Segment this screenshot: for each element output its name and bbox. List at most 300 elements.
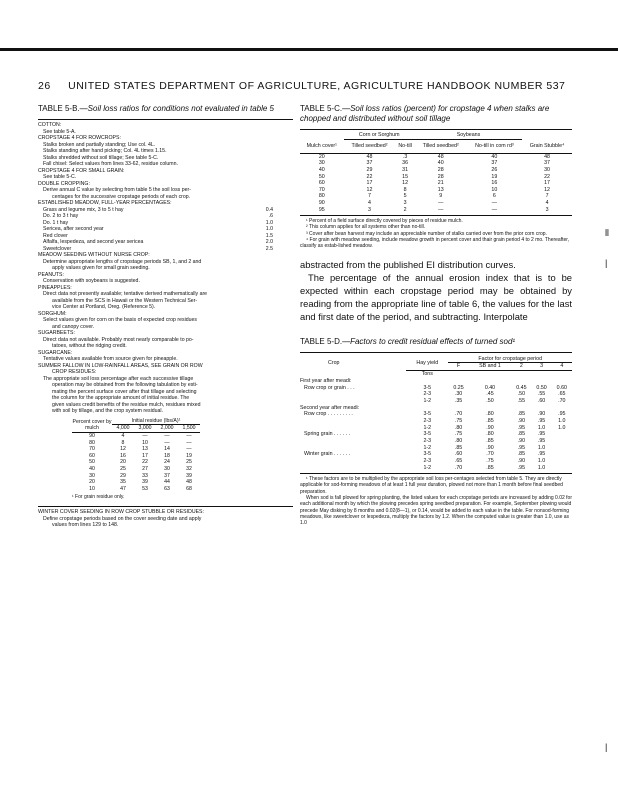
factor-cell: .55	[517, 397, 526, 404]
factor-cell: 0.40	[484, 384, 496, 391]
table-row	[72, 452, 200, 459]
table-row	[300, 200, 572, 207]
entry-heading: PINEAPPLES:	[38, 284, 72, 291]
factor-cell	[552, 451, 572, 458]
value-cell: 14	[164, 446, 170, 453]
value-cell: 10	[142, 439, 148, 446]
table-cell: 3	[368, 206, 371, 213]
factor-cell: .85	[517, 451, 526, 458]
entry-heading: MEADOW SEEDING WITHOUT NURSE CROP:	[38, 252, 150, 258]
winter-cover-heading: WINTER COVER SEEDING IN ROW CROP STUBBLE OR RESIDUES:	[38, 509, 204, 516]
table-row	[300, 173, 572, 180]
factor-cell: .95	[537, 438, 546, 445]
table-5b-title	[38, 104, 293, 114]
factor-cell: .85	[486, 417, 494, 424]
table-cell: 60	[318, 180, 325, 187]
factor-cell: .80	[454, 438, 463, 445]
table-cell: .3	[402, 153, 408, 160]
table-cell: 21	[437, 180, 444, 187]
table-cell: 20	[318, 153, 325, 160]
value-cell: 68	[186, 485, 192, 492]
table-cell: 37	[544, 160, 550, 167]
table-cell: 7	[368, 193, 371, 200]
hay-cell: 3-5	[423, 384, 432, 391]
table-cell: 29	[366, 167, 373, 174]
hay-cell: 1-2	[423, 464, 432, 471]
entry-heading: SORGHUM:	[38, 310, 67, 317]
cover-cell: 20	[89, 479, 95, 486]
table-cell: 13	[437, 186, 444, 193]
table-5c-title	[300, 104, 572, 124]
entry-value: 0.4	[265, 206, 273, 213]
factor-cell: .95	[537, 417, 546, 424]
c-header: Grain Stubble⁴	[522, 139, 572, 153]
entry-value: 1.5	[265, 232, 273, 239]
value-cell: 29	[120, 472, 126, 479]
table-5d	[300, 355, 572, 471]
factor-cell: .95	[517, 464, 526, 471]
entry-text: Red clover	[43, 232, 68, 239]
entry-value: .6	[268, 213, 273, 219]
factor-cell: .90	[486, 424, 494, 431]
body-text	[300, 258, 572, 323]
table-cell: 37	[366, 160, 373, 167]
factor-cell: 1.0	[558, 417, 566, 424]
entry-text: centages for the successive cropstage periods of each crop.	[52, 193, 191, 200]
footnote: ⁴ For grain with meadow seeding, include meadow growth in percent cover and thair grain period 4 to 2 mo. Thereafter, classify as estab-lished meadow.	[300, 236, 570, 250]
top-rule	[0, 48, 618, 51]
entry-text: The appropriate soil loss percentage after each successive tillage	[43, 375, 194, 382]
entry-text: with soil by tillage, and the crop system residual.	[52, 408, 164, 414]
factor-cell	[552, 464, 572, 471]
table-row	[300, 153, 572, 160]
table-5b-label: TABLE 5-B.	[38, 104, 80, 113]
factor-cell: .85	[486, 464, 494, 471]
table-cell: 12	[402, 180, 409, 187]
table-row	[72, 439, 200, 446]
crop-cell	[300, 424, 406, 431]
entry-text: apply values given for small grain seeding.	[52, 265, 150, 271]
table-cell: 95	[318, 206, 325, 213]
table-cell: 19	[491, 173, 498, 180]
table-row	[72, 466, 200, 473]
entry-text: CROP RESIDUES:	[52, 369, 97, 375]
value-cell: 32	[186, 465, 192, 472]
entry-text: available from the SCS in Hawaii or the Western Technical Ser-	[52, 297, 198, 304]
entry-text: Sweetclover	[43, 245, 72, 252]
d-units: Tons	[406, 370, 448, 377]
value-cell: 24	[164, 459, 170, 466]
table-cell: 3	[403, 200, 407, 207]
d-crop-header: Crop	[328, 359, 340, 366]
margin-mark-3: |	[605, 742, 608, 752]
value-cell: 30	[164, 465, 170, 472]
entry-text: Grass and legume mix, 3 to 5 t hay	[43, 206, 124, 213]
table-cell: 17	[366, 180, 373, 187]
entry-heading: CROPSTAGE 4 FOR ROWCROPS:	[38, 135, 121, 141]
table-cell: 48	[544, 153, 550, 160]
c-header: No-till in com rd³	[467, 139, 522, 153]
stage-header: F	[456, 363, 461, 370]
factor-cell: .70	[454, 411, 463, 418]
entry-heading: DOUBLE CROPPING:	[38, 180, 90, 187]
factor-cell: 1.0	[537, 464, 546, 471]
entry-text: operation may be obtained from the following tabulation by esti-	[52, 382, 198, 388]
d-factor-group: Factor for cropstage period	[448, 355, 572, 362]
table-row	[300, 193, 572, 200]
table-5c-label: TABLE 5-C.	[300, 104, 343, 113]
table-cell: 10	[491, 186, 498, 193]
factor-cell: .90	[517, 458, 526, 465]
entry-heading: CROPSTAGE 4 FOR SMALL GRAIN:	[38, 167, 125, 174]
value-cell: 33	[142, 472, 148, 479]
table-cell: 9	[439, 193, 443, 200]
factor-cell: 0.45	[516, 384, 527, 391]
value-cell: —	[164, 432, 170, 439]
entry-text: Fall chisel: Select values from lines 33-62, residue column.	[43, 161, 178, 167]
crop-cell: Winter grain . . . . . .	[304, 451, 351, 458]
table-5d-bottom-rule	[300, 473, 572, 474]
entry-text: Do. 1 t hay	[43, 219, 69, 226]
table-row	[72, 446, 200, 453]
entry-text: tatoes, without the ridging credit.	[52, 343, 127, 349]
entry-text: Select values given for corn on the basis of expected crop residues	[43, 317, 197, 323]
footnote: ³ Cover after bean harvest may include an appreciable number of stalks carried over from the prior corn crop.	[306, 230, 547, 237]
stage-header: SB and 1	[479, 363, 501, 370]
table-5d-title	[300, 337, 572, 347]
factor-cell: .90	[517, 438, 526, 445]
value-cell: —	[164, 439, 170, 446]
entry-value: 2.0	[265, 239, 273, 245]
factor-cell	[552, 431, 572, 438]
table-5c-caption: —Soil loss ratios (percent) for cropstage 4 when stalks are chopped and distributed without soil tillage	[300, 104, 550, 123]
hay-cell: 2-3	[423, 417, 432, 424]
table-row	[300, 206, 572, 213]
footnote: ² This column applies for all systems other than no-till.	[306, 224, 426, 231]
table-row	[72, 459, 200, 466]
crop-cell	[300, 391, 406, 398]
c-header: No-till	[395, 139, 414, 153]
table-5c-notes	[300, 218, 572, 249]
fallow-group-label: Initial residue (lbs/A)¹	[112, 418, 200, 425]
value-cell: 18	[164, 452, 170, 459]
hay-cell: 1-2	[423, 424, 432, 431]
factor-cell: .65	[558, 391, 566, 398]
value-cell: 48	[186, 479, 192, 486]
entry-text: Direct data not available. Probably most nearly comparable to po-	[43, 336, 194, 343]
factor-cell: .85	[454, 444, 463, 451]
factor-cell: 1.0	[537, 444, 546, 451]
margin-mark-1: ⦀	[605, 228, 609, 238]
hay-cell: 3-5	[423, 411, 432, 418]
factor-cell: .85	[517, 431, 526, 438]
hay-cell: 2-3	[423, 458, 432, 465]
footnote: ¹ Percent of a field surface directly covered by pieces of residue mulch.	[306, 217, 463, 224]
factor-cell: .95	[517, 444, 526, 451]
cover-cell: 60	[89, 452, 95, 459]
table-cell: 28	[437, 173, 444, 180]
factor-cell: 0.60	[556, 384, 567, 391]
table-row	[300, 384, 572, 391]
value-cell: 4	[121, 432, 125, 439]
value-cell: 22	[142, 459, 148, 466]
factor-cell	[552, 444, 572, 451]
body-paragraph-2: The percentage of the annual erosion index that is to be expected within each cropstage period may be obtained by reading from the appropriate line of table 6, the values for the last and first date of the period, and subtracting. Interpolate	[300, 272, 572, 323]
table-row	[300, 411, 572, 418]
entry-text: Derive annual C value by selecting from table 5 the soil loss per-	[43, 187, 191, 193]
table-cell: 40	[437, 160, 444, 167]
table-row	[300, 458, 572, 465]
table-cell: 30	[318, 160, 325, 167]
factor-cell: 0.50	[536, 384, 547, 391]
value-cell: 35	[120, 479, 126, 486]
factor-cell	[552, 438, 572, 445]
table-row	[300, 418, 572, 425]
cover-cell: 50	[89, 459, 95, 466]
table-cell: 48	[437, 153, 444, 160]
stage-header: 2	[519, 363, 523, 370]
table-cell: 2	[403, 206, 407, 213]
table-row	[72, 472, 200, 479]
table-cell: 6	[492, 193, 496, 200]
entry-text: mating the percent surface cover after that tillage and selecting	[52, 388, 197, 395]
crop-cell	[300, 438, 406, 445]
table-cell: 4	[545, 200, 549, 207]
factor-cell: .75	[454, 417, 463, 424]
factor-cell: .75	[454, 431, 463, 438]
residue-header: 3,000	[134, 425, 156, 433]
value-cell: 16	[120, 452, 126, 459]
running-title: UNITED STATES DEPARTMENT OF AGRICULTURE, AGRICULTURE HANDBOOK NUMBER 537	[68, 80, 566, 92]
entry-text: Stalks broken and partially standing; Use col. 4L.	[43, 141, 156, 148]
value-cell: 25	[186, 459, 192, 466]
body-paragraph-1: abstracted from the published EI distribution curves.	[300, 259, 516, 271]
factor-cell: .70	[486, 451, 494, 458]
table-cell: 22	[544, 173, 550, 180]
crop-cell	[300, 398, 406, 405]
value-cell: 19	[186, 452, 192, 459]
table-row	[300, 424, 572, 431]
group-corn: Corn or Sorghum	[344, 132, 415, 139]
value-cell: 13	[142, 446, 148, 453]
factor-cell: .95	[537, 451, 546, 458]
entry-text: Tentative values available from source given for pineapple.	[43, 356, 178, 362]
value-cell: 8	[121, 439, 125, 446]
table-cell: 50	[318, 173, 325, 180]
hay-cell: 3-5	[423, 451, 432, 458]
entry-heading: SUMMER FALLOW IN LOW-RAINFALL AREAS, SEE GRAIN OR ROW	[38, 362, 203, 369]
cover-cell: 70	[89, 446, 95, 453]
table-cell: —	[491, 206, 498, 213]
hay-cell: 1-2	[423, 397, 432, 404]
page-number: 26	[38, 80, 51, 92]
entry-heading: COTTON:	[38, 122, 62, 128]
entry-value: 1.0	[265, 219, 273, 226]
entry-text: Stalks shredded without soil tillage; See table 5-C.	[43, 154, 159, 161]
fallow-residue-table	[72, 418, 200, 493]
table-cell: 7	[545, 193, 549, 200]
factor-cell: .50	[517, 391, 526, 398]
section-heading: First year after meadi:	[300, 377, 352, 384]
value-cell: 63	[164, 485, 170, 492]
table-row	[300, 464, 572, 471]
table-cell: 12	[544, 186, 550, 193]
value-cell: 44	[164, 479, 170, 486]
factor-cell: .60	[537, 397, 546, 404]
cover-cell: 10	[89, 485, 95, 492]
table-cell: 48	[366, 153, 373, 160]
table-row	[300, 444, 572, 451]
factor-cell: .90	[537, 411, 546, 418]
entry-text: See table 5-A.	[43, 128, 76, 135]
factor-cell: .55	[537, 391, 546, 398]
stage-header: 3	[540, 363, 544, 370]
running-header	[38, 80, 598, 92]
table-cell: 30	[544, 167, 550, 174]
table-5c-top-rule	[300, 129, 572, 130]
table-cell: 17	[544, 180, 550, 187]
table-row	[300, 398, 572, 405]
table-row	[300, 438, 572, 445]
entry-text: vice Center at Portland, Oreg. (Reference 5).	[52, 304, 156, 310]
table-row	[72, 432, 200, 439]
left-column	[38, 104, 293, 529]
crop-cell	[300, 444, 406, 451]
table-cell: 22	[366, 173, 373, 180]
entry-value: 2.5	[265, 245, 273, 252]
factor-cell: .95	[517, 424, 526, 431]
value-cell: 47	[120, 485, 126, 492]
entry-text: Sericea, after second year	[43, 226, 104, 232]
entry-heading: SUGARCANE:	[38, 349, 73, 356]
table-row	[300, 391, 572, 398]
fallow-col-label: Percent cover by mulch	[72, 418, 112, 431]
crop-cell	[300, 458, 406, 465]
table-row	[300, 187, 572, 194]
table-cell: 80	[318, 193, 325, 200]
value-cell: 39	[142, 479, 148, 486]
value-cell: —	[186, 446, 192, 453]
table-cell: 70	[318, 186, 325, 193]
table-cell: —	[491, 200, 498, 207]
factor-cell: 1.0	[537, 424, 546, 431]
c-header: Tilled seedbed²	[344, 139, 396, 153]
section-heading: Second year after meadi:	[300, 404, 360, 411]
table-cell: 8	[403, 186, 407, 193]
factor-cell: .75	[486, 458, 494, 465]
value-cell: 37	[164, 472, 170, 479]
entry-value: 1.0	[265, 226, 273, 232]
cover-cell: 40	[89, 465, 95, 472]
value-cell: 12	[120, 446, 126, 453]
factor-cell: .80	[486, 411, 494, 418]
hay-cell: 1-2	[423, 444, 432, 451]
entry-heading: ESTABLISHED MEADOW, FULL-YEAR PERCENTAGES:	[38, 200, 172, 206]
entry-text: Conservation with soybeans is suggested.	[43, 278, 140, 284]
table-cell: 15	[402, 173, 409, 180]
crop-cell	[300, 418, 406, 425]
cover-cell: 90	[89, 432, 95, 439]
table-row	[72, 479, 200, 486]
table-cell: 4	[368, 200, 371, 207]
factor-cell: .35	[454, 397, 463, 404]
entry-heading: PEANUTS:	[38, 271, 64, 278]
table-cell: —	[438, 200, 444, 207]
table-row	[300, 160, 572, 167]
table-cell: 40	[491, 153, 498, 160]
entry-text: Determine appropriate lengths of cropstage periods SB, 1, and 2 and	[43, 258, 202, 265]
entry-text: Alfalfa, lespedeza, and second year sericea	[43, 239, 144, 245]
table-cell: 26	[491, 167, 498, 174]
residue-header: 4,000	[112, 425, 134, 433]
table-cell: 16	[491, 180, 498, 187]
entry-text: See table 5-C.	[43, 174, 77, 180]
table-row	[300, 180, 572, 187]
value-cell: 53	[142, 485, 148, 492]
value-cell: 27	[142, 465, 148, 472]
factor-cell: .95	[558, 411, 566, 418]
group-soy: Soybeans	[415, 132, 522, 139]
factor-cell: .70	[454, 464, 463, 471]
entry-text: and canopy cover.	[52, 323, 95, 330]
crop-cell: Row crop or grain . . .	[304, 384, 355, 391]
footnote: ¹ These factors are to be multiplied by the appropriate soil loss per-centages selected from table 5. They are directly applicable for sod-forming meadows of at least 1 full year duration, plowed not more than 1 month before final seedbed preparation.	[300, 476, 563, 495]
factor-cell: .45	[486, 391, 494, 398]
cover-cell: 30	[89, 472, 95, 479]
factor-cell: .50	[486, 397, 494, 404]
table-5c	[300, 132, 572, 213]
value-cell: 39	[186, 472, 192, 479]
residue-header: 1,500	[178, 425, 200, 433]
factor-cell: .90	[486, 444, 494, 451]
factor-cell: .95	[537, 431, 546, 438]
stage-header: 4	[560, 363, 564, 370]
factor-cell: .70	[558, 397, 566, 404]
section-row	[300, 377, 572, 384]
factor-cell: .30	[454, 391, 463, 398]
factor-cell: .90	[517, 417, 526, 424]
value-cell: 17	[142, 452, 148, 459]
entry-text: Stalks standing after hand picking; Col. 4L times 1.15.	[43, 148, 167, 154]
value-cell: —	[142, 432, 148, 439]
table-5d-caption: —Factors to credit residual effects of turned sod¹	[342, 337, 516, 347]
table-5d-top-rule	[300, 352, 572, 353]
entry-text: Direct data not presently available; tentative derived mathematically are	[43, 291, 208, 297]
hay-cell: 2-3	[423, 391, 432, 398]
factor-cell: .80	[486, 431, 494, 438]
entry-text: given values credit benefits of the residue mulch, residues mixed	[52, 401, 201, 408]
factor-cell: .85	[517, 411, 526, 418]
table-row	[300, 451, 572, 458]
right-column	[300, 104, 572, 526]
table-row	[300, 431, 572, 438]
table-cell: 37	[491, 160, 498, 167]
table-5b-caption: —Soil loss ratios for conditions not evaluated in table 5	[79, 104, 274, 113]
margin-mark-2: |	[605, 258, 608, 268]
factor-cell: .65	[454, 458, 463, 465]
fallow-footnote: ¹ For grain residue only.	[72, 494, 125, 501]
c-header: Tilled seedbed²	[415, 139, 467, 153]
entry-heading: SUGARBEETS:	[38, 330, 75, 336]
crop-cell: Row crop . . . . . . . . .	[304, 411, 353, 418]
residue-header: 2,000	[156, 425, 178, 433]
table-cell: 36	[402, 160, 409, 167]
table-cell: 12	[366, 186, 373, 193]
value-cell: 25	[120, 465, 126, 472]
factor-cell: .60	[454, 451, 463, 458]
winter-cover-line2: values from lines 129 to 148.	[52, 522, 119, 529]
table-5c-bottom-rule	[300, 215, 572, 216]
